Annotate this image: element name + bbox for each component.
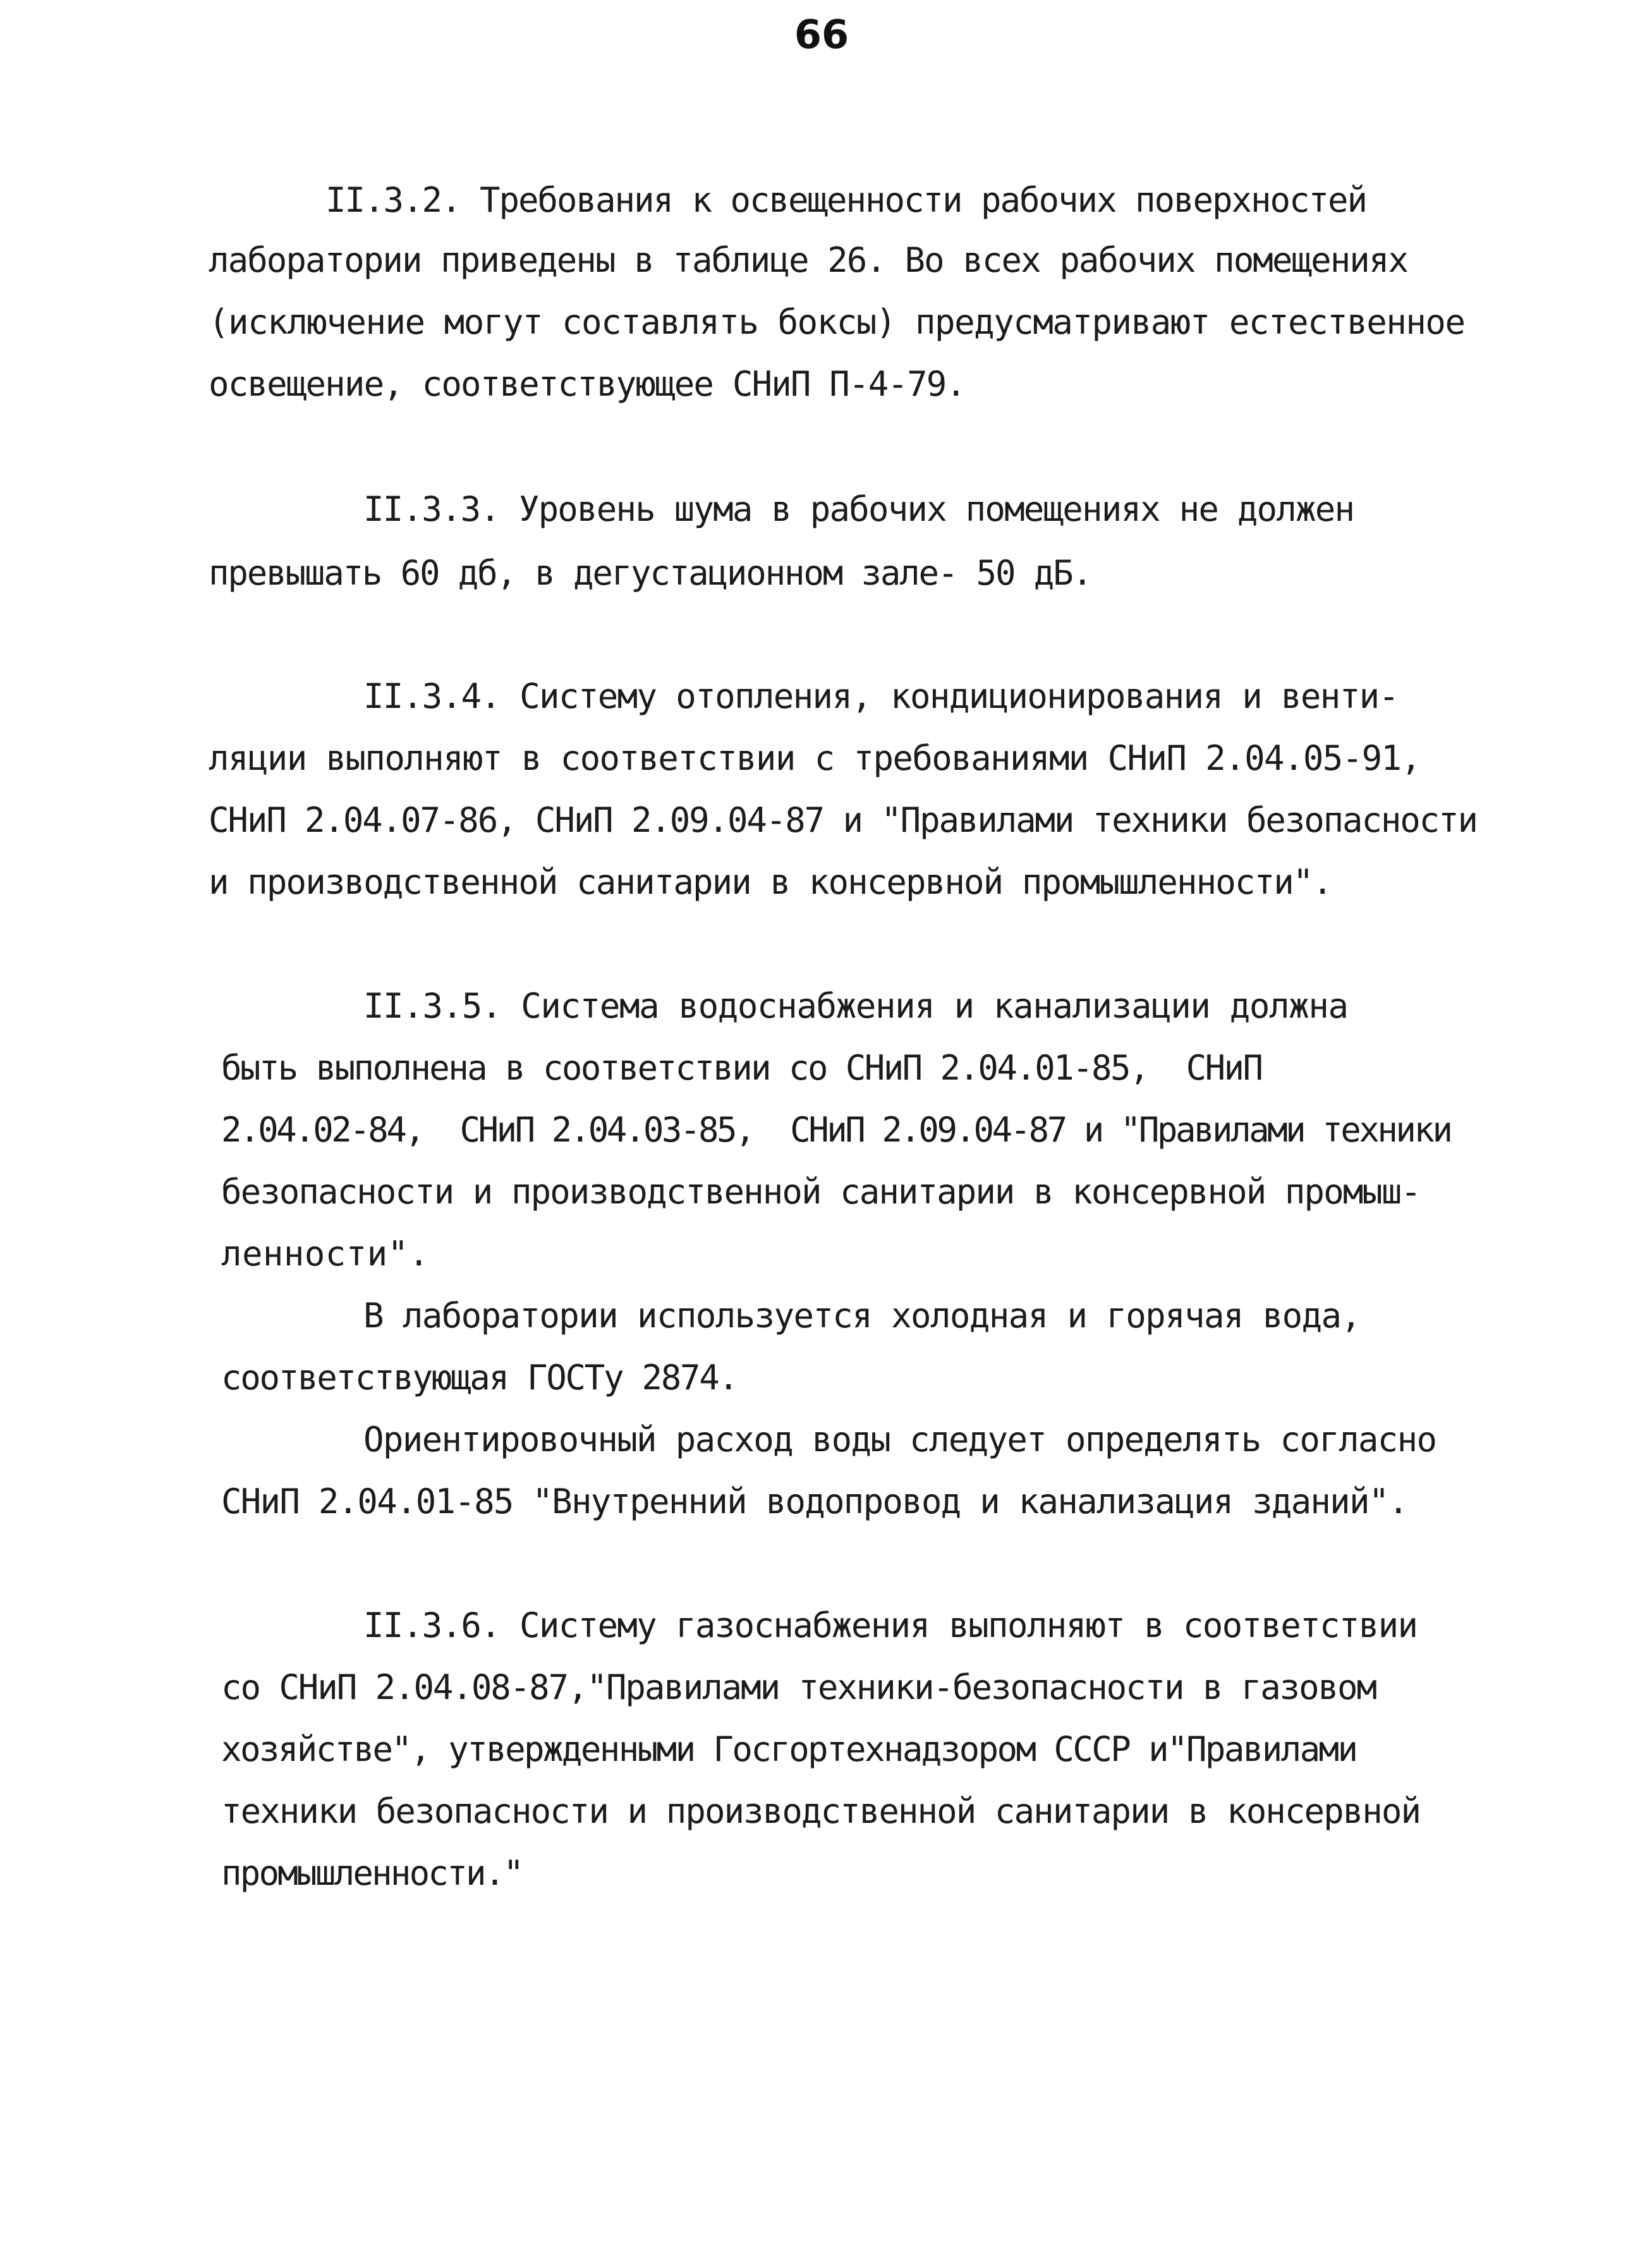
- text-line: II.3.4. Систему отопления, кондиционирования и венти-: [363, 676, 1399, 716]
- text-line: (исключение могут составлять боксы) предусматривают естественное: [209, 302, 1465, 342]
- text-line: Ориентировочный расход воды следует определять согласно: [363, 1420, 1436, 1459]
- text-line: СНиП 2.04.07-86, СНиП 2.09.04-87 и "Правилами техники безопасности: [209, 800, 1477, 840]
- text-line: II.3.5. Система водоснабжения и канализации должна: [363, 986, 1348, 1026]
- text-line: промышленности.": [221, 1853, 523, 1893]
- text-line: быть выполнена в соответствии со СНиП 2.04.01-85, СНиП: [221, 1048, 1262, 1088]
- text-line: хозяйстве", утвержденными Госгортехнадзором СССР и"Правилами: [221, 1729, 1357, 1769]
- text-line: освещение, соответствующее СНиП П-4-79.: [209, 364, 966, 404]
- text-line: 2.04.02-84, СНиП 2.04.03-85, СНиП 2.09.04-87 и "Правилами техники: [221, 1110, 1451, 1150]
- text-line: лаборатории приведены в таблице 26. Во всех рабочих помещениях: [209, 240, 1408, 280]
- text-line: СНиП 2.04.01-85 "Внутренний водопровод и канализация зданий".: [221, 1482, 1408, 1521]
- text-line: превышать 60 дб, в дегустационном зале- 50 дБ.: [209, 553, 1091, 593]
- text-line: соответствующая ГОСТу 2874.: [221, 1358, 738, 1398]
- text-line: ляции выполняют в соответствии с требованиями СНиП 2.04.05-91,: [209, 738, 1421, 778]
- text-line: ленности".: [221, 1234, 430, 1274]
- text-line: II.3.3. Уровень шума в рабочих помещениях не должен: [363, 489, 1354, 529]
- text-line: В лаборатории используется холодная и горячая вода,: [363, 1296, 1361, 1336]
- text-line: со СНиП 2.04.08-87,"Правилами техники-безопасности в газовом: [221, 1667, 1376, 1707]
- text-line: безопасности и производственной санитарии в консервной промыш-: [221, 1172, 1421, 1212]
- text-line: и производственной санитарии в консервной промышленности".: [209, 862, 1332, 902]
- text-line: II.3.6. Систему газоснабжения выполняют в соответствии: [363, 1605, 1418, 1645]
- text-line: техники безопасности и производственной санитарии в консервной: [221, 1791, 1421, 1831]
- text-line: II.3.2. Требования к освещенности рабочих поверхностей: [325, 180, 1366, 220]
- page-number: 66: [794, 11, 849, 58]
